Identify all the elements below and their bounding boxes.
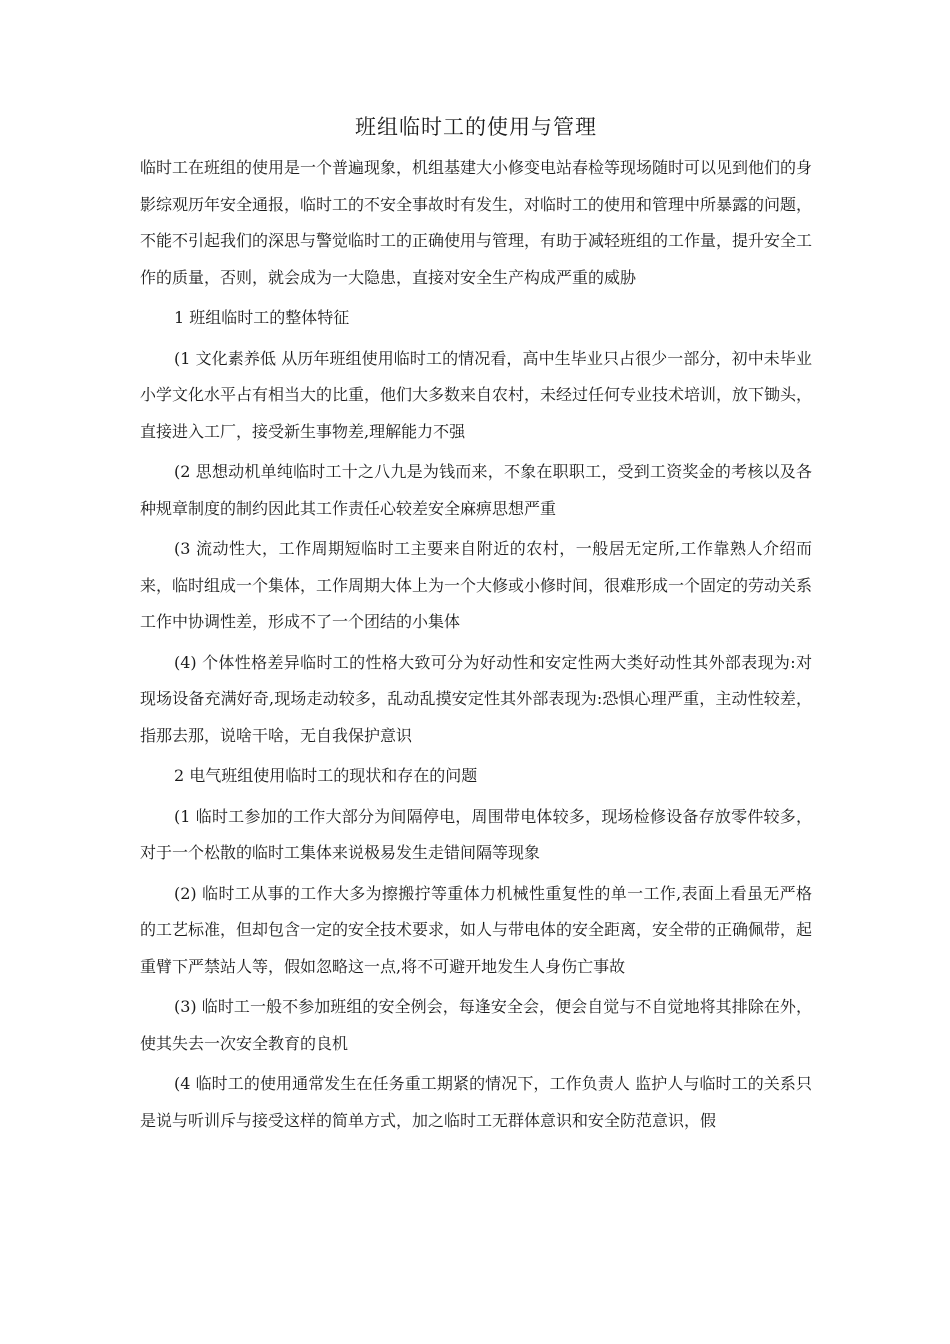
paragraph-1-1: (1 文化素养低 从历年班组使用临时工的情况看，高中生毕业只占很少一部分，初中未毕业小学文化水平占有相当大的比重，他们大多数来自农村，未经过任何专业技术培训，放下锄头，直接进入工厂，接受新生事物差,理解能力不强	[140, 348, 813, 441]
paragraph-2-2: (2) 临时工从事的工作大多为擦搬拧等重体力机械性重复性的单一工作,表面上看虽无严格的工艺标准，但却包含一定的安全技术要求，如人与带电体的安全距离，安全带的正确佩带，起重臂下严禁站人等，假如忽略这一点,将不可避开地发生人身伤亡事故	[140, 883, 813, 976]
paragraph-2-3: (3) 临时工一般不参加班组的安全例会，每逢安全会，便会自觉与不自觉地将其排除在外，使其失去一次安全教育的良机	[140, 997, 812, 1053]
document-body	[140, 150, 812, 1143]
paragraph-1-3: (3 流动性大，工作周期短临时工主要来自附近的农村，一般居无定所,工作靠熟人介绍而来，临时组成一个集体，工作周期大体上为一个大修或小修时间，很难形成一个固定的劳动关系工作中协调性差，形成不了一个团结的小集体	[140, 539, 813, 631]
paragraph-intro: 临时工在班组的使用是一个普遍现象，机组基建大小修变电站春检等现场随时可以见到他们的身影综观历年安全通报，临时工的不安全事故时有发生，对临时工的使用和管理中所暴露的问题，不能不引起我们的深思与警觉临时工的正确使用与管理，有助于减轻班组的工作量，提升安全工作的质量，否则，就会成为一大隐患，直接对安全生产构成严重的威胁	[140, 158, 813, 287]
paragraph-1-2: (2 思想动机单纯临时工十之八九是为钱而来，不象在职职工，受到工资奖金的考核以及各种规章制度的制约因此其工作责任心较差安全麻痹思想严重	[140, 462, 812, 518]
paragraph-2-4: (4 临时工的使用通常发生在任务重工期紧的情况下，工作负责人 监护人与临时工的关系只是说与听训斥与接受这样的简单方式，加之临时工无群体意识和安全防范意识，假	[140, 1074, 812, 1130]
section-heading-1: 1 班组临时工的整体特征	[174, 308, 350, 327]
paragraph-1-4: (4) 个体性格差异临时工的性格大致可分为好动性和安定性两大类好动性其外部表现为:对现场设备充满好奇,现场走动较多，乱动乱摸安定性其外部表现为:恐惧心理严重，主动性较差，指那去那，说啥干啥，无自我保护意识	[140, 652, 812, 745]
document-title: 班组临时工的使用与管理	[355, 115, 597, 139]
section-heading-2: 2 电气班组使用临时工的现状和存在的问题	[174, 766, 478, 785]
paragraph-2-1: (1 临时工参加的工作大部分为间隔停电，周围带电体较多，现场检修设备存放零件较多，对于一个松散的临时工集体来说极易发生走错间隔等现象	[140, 806, 812, 862]
